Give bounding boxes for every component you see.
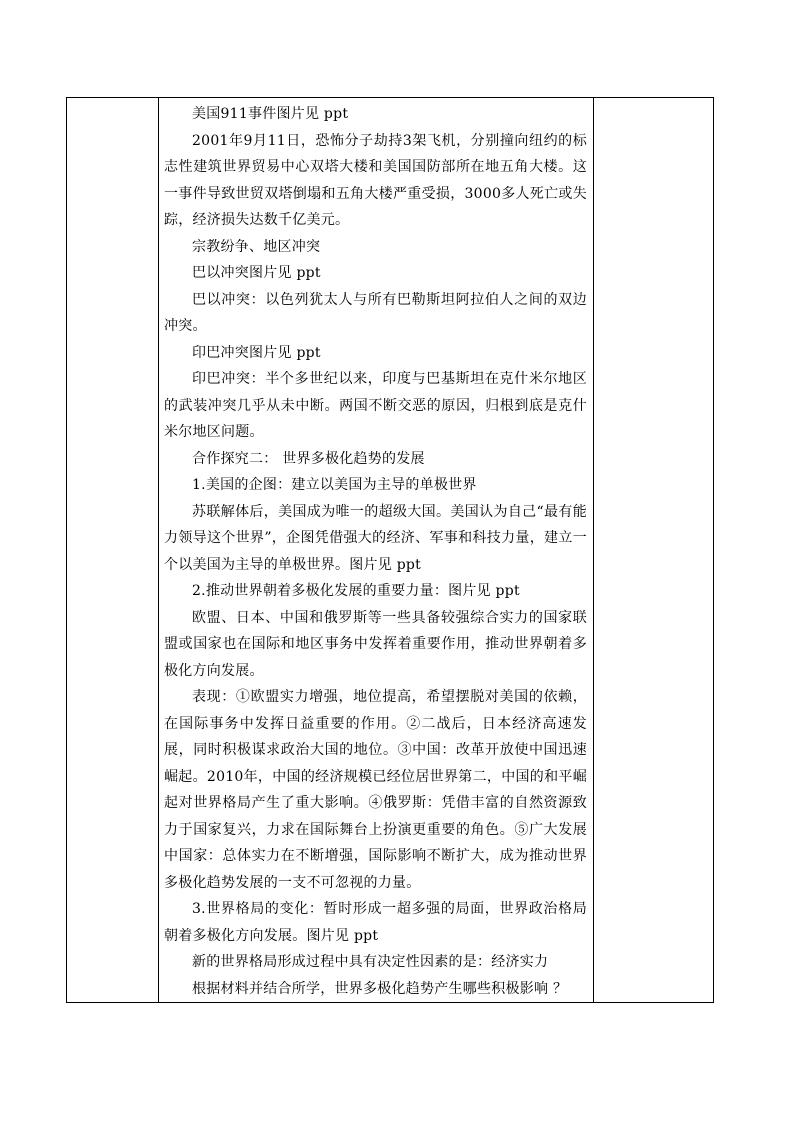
paragraph-israel-palestine-description: 巴以冲突：以色列犹太人与所有巴勒斯坦阿拉伯人之间的双边冲突。: [164, 291, 587, 334]
paragraph-multipolar-powers: 欧盟、日本、中国和俄罗斯等一些具备较强综合实力的国家联盟或国家也在国际和地区事务中发挥着重要作用，推动世界朝着多极化方向发展。: [164, 609, 587, 679]
paragraph-manifestations: 表现：①欧盟实力增强，地位提高，希望摆脱对美国的依赖，在国际事务中发挥日益重要的作用。②二战后，日本经济高速发展，同时积极谋求政治大国的地位。③中国：改革开放使中国迅速崛起。2010年，中国的经济规模已经位居世界第二，中国的和平崛起对世界格局产生了重大影响。④俄罗斯：凭借丰富的自然资源致力于国家复兴，力求在国际舞台上扮演更重要的角色。⑤广大发展中国家：总体实力在不断增强，国际影响不断扩大，成为推动世界多极化趋势发展的一支不可忽视的力量。: [164, 689, 587, 891]
paragraph-us-intent: 1.美国的企图：建立以美国为主导的单极世界: [192, 477, 477, 493]
paragraph-911-description: 2001年9月11日，恐怖分子劫持3架飞机，分别撞向纽约的标志性建筑世界贸易中心双塔大楼和美国国防部所在地五角大楼。这一事件导致世贸双塔倒塌和五角大楼严重受损，3000多人死亡或失踪，经济损失达数千亿美元。: [164, 132, 587, 228]
paragraph-religious-conflict: 宗教纷争、地区冲突: [192, 238, 321, 255]
paragraph-israel-palestine-heading: 巴以冲突图片见 ppt: [192, 265, 321, 281]
paragraph-911-heading: 美国911事件图片见 ppt: [192, 106, 349, 122]
paragraph-multipolar-forces: 2.推动世界朝着多极化发展的重要力量：图片见 ppt: [192, 583, 520, 599]
paragraph-world-pattern-change: 3.世界格局的变化：暂时形成一超多强的局面，世界政治格局朝着多极化方向发展。图片见 ppt: [164, 901, 587, 944]
paragraph-question: 根据材料并结合所学，世界多极化趋势产生哪些积极影响 ？: [192, 980, 568, 997]
paragraph-india-pakistan-heading: 印巴冲突图片见 ppt: [192, 344, 321, 361]
table-column-divider-right: [593, 98, 594, 1002]
paragraph-decisive-factor: 新的世界格局形成过程中具有决定性因素的是：经济实力: [192, 954, 549, 970]
paragraph-india-pakistan-description: 印巴冲突：半个多世纪以来，印度与巴基斯坦在克什米尔地区的武装冲突几乎从未中断。两国不断交恶的原因，归根到底是克什米尔地区问题。: [164, 371, 587, 440]
paragraph-cooperative-inquiry-2: 合作探究二： 世界多极化趋势的发展: [192, 450, 425, 467]
teaching-content-cell: [158, 97, 593, 1002]
paragraph-us-unipolar: 苏联解体后，美国成为唯一的超级大国。美国认为自己“最有能力领导这个世界”，企图凭借强大的经济、军事和科技力量，建立一个以美国为主导的单极世界。图片见 ppt: [164, 503, 587, 573]
